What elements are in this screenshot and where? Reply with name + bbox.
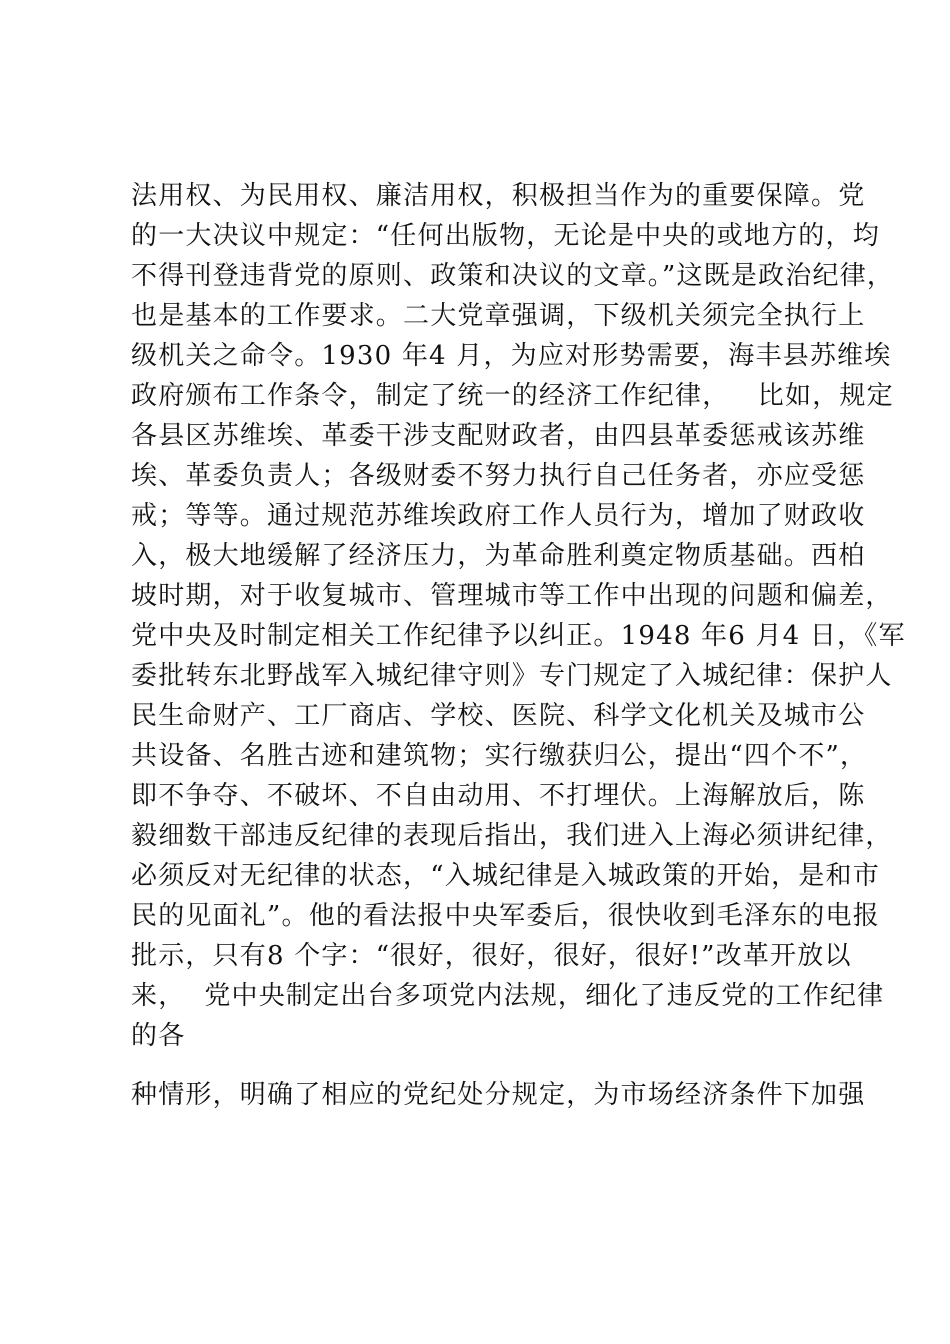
text-line: 级机关之命令。1930 年4 月，为应对形势需要，海丰县苏维埃 — [131, 341, 892, 371]
text-line: 法用权、为民用权、廉洁用权，积极担当作为的重要保障。党 — [131, 181, 866, 211]
text-line: 毅细数干部违反纪律的表现后指出，我们进入上海必须讲纪律， — [131, 821, 893, 851]
text-line: 的一大决议中规定：“任何出版物，无论是中央的或地方的，均 — [131, 221, 880, 251]
text-line: 种情形，明确了相应的党纪处分规定，为市场经济条件下加强 — [131, 1080, 866, 1110]
text-line: 也是基本的工作要求。二大党章强调，下级机关须完全执行上 — [131, 301, 866, 331]
text-line: 必须反对无纪律的状态，“入城纪律是入城政策的开始，是和市 — [131, 861, 880, 891]
text-line: 埃、革委负责人；各级财委不努力执行自己任务者，亦应受惩 — [131, 461, 866, 491]
text-line: 各县区苏维埃、革委干涉支配财政者，由四县革委惩戒该苏维 — [131, 421, 866, 451]
text-line: 的各 — [131, 1021, 186, 1051]
text-line: 不得刊登违背党的原则、政策和决议的文章。”这既是政治纪律， — [131, 261, 895, 291]
text-line: 共设备、名胜古迹和建筑物；实行缴获归公，提出“四个不”， — [131, 741, 868, 771]
text-line: 民生命财产、工厂商店、学校、医院、科学文化机关及城市公 — [131, 701, 866, 731]
text-line: 委批转东北野战军入城纪律守则》专门规定了入城纪律：保护人 — [131, 661, 893, 691]
body-paragraph-2 — [131, 1075, 866, 1115]
text-line: 批示，只有8 个字：“很好，很好，很好，很好!”改革开放以 — [131, 941, 852, 971]
body-paragraph-1 — [131, 176, 906, 1056]
text-line: 来， 党中央制定出台多项党内法规，细化了违反党的工作纪律 — [131, 981, 885, 1011]
text-line: 民的见面礼”。他的看法报中央军委后，很快收到毛泽东的电报 — [131, 901, 880, 931]
text-line: 坡时期，对于收复城市、管理城市等工作中出现的问题和偏差， — [131, 581, 893, 611]
text-line: 党中央及时制定相关工作纪律予以纠正。1948 年6 月4 日，《军 — [131, 621, 906, 651]
text-line: 戒；等等。通过规范苏维埃政府工作人员行为，增加了财政收 — [131, 501, 866, 531]
text-line: 入，极大地缓解了经济压力，为革命胜利奠定物质基础。西柏 — [131, 541, 866, 571]
text-line: 政府颁布工作条令，制定了统一的经济工作纪律， 比如，规定 — [131, 381, 894, 411]
text-line: 即不争夺、不破坏、不自由动用、不打埋伏。上海解放后，陈 — [131, 781, 866, 811]
